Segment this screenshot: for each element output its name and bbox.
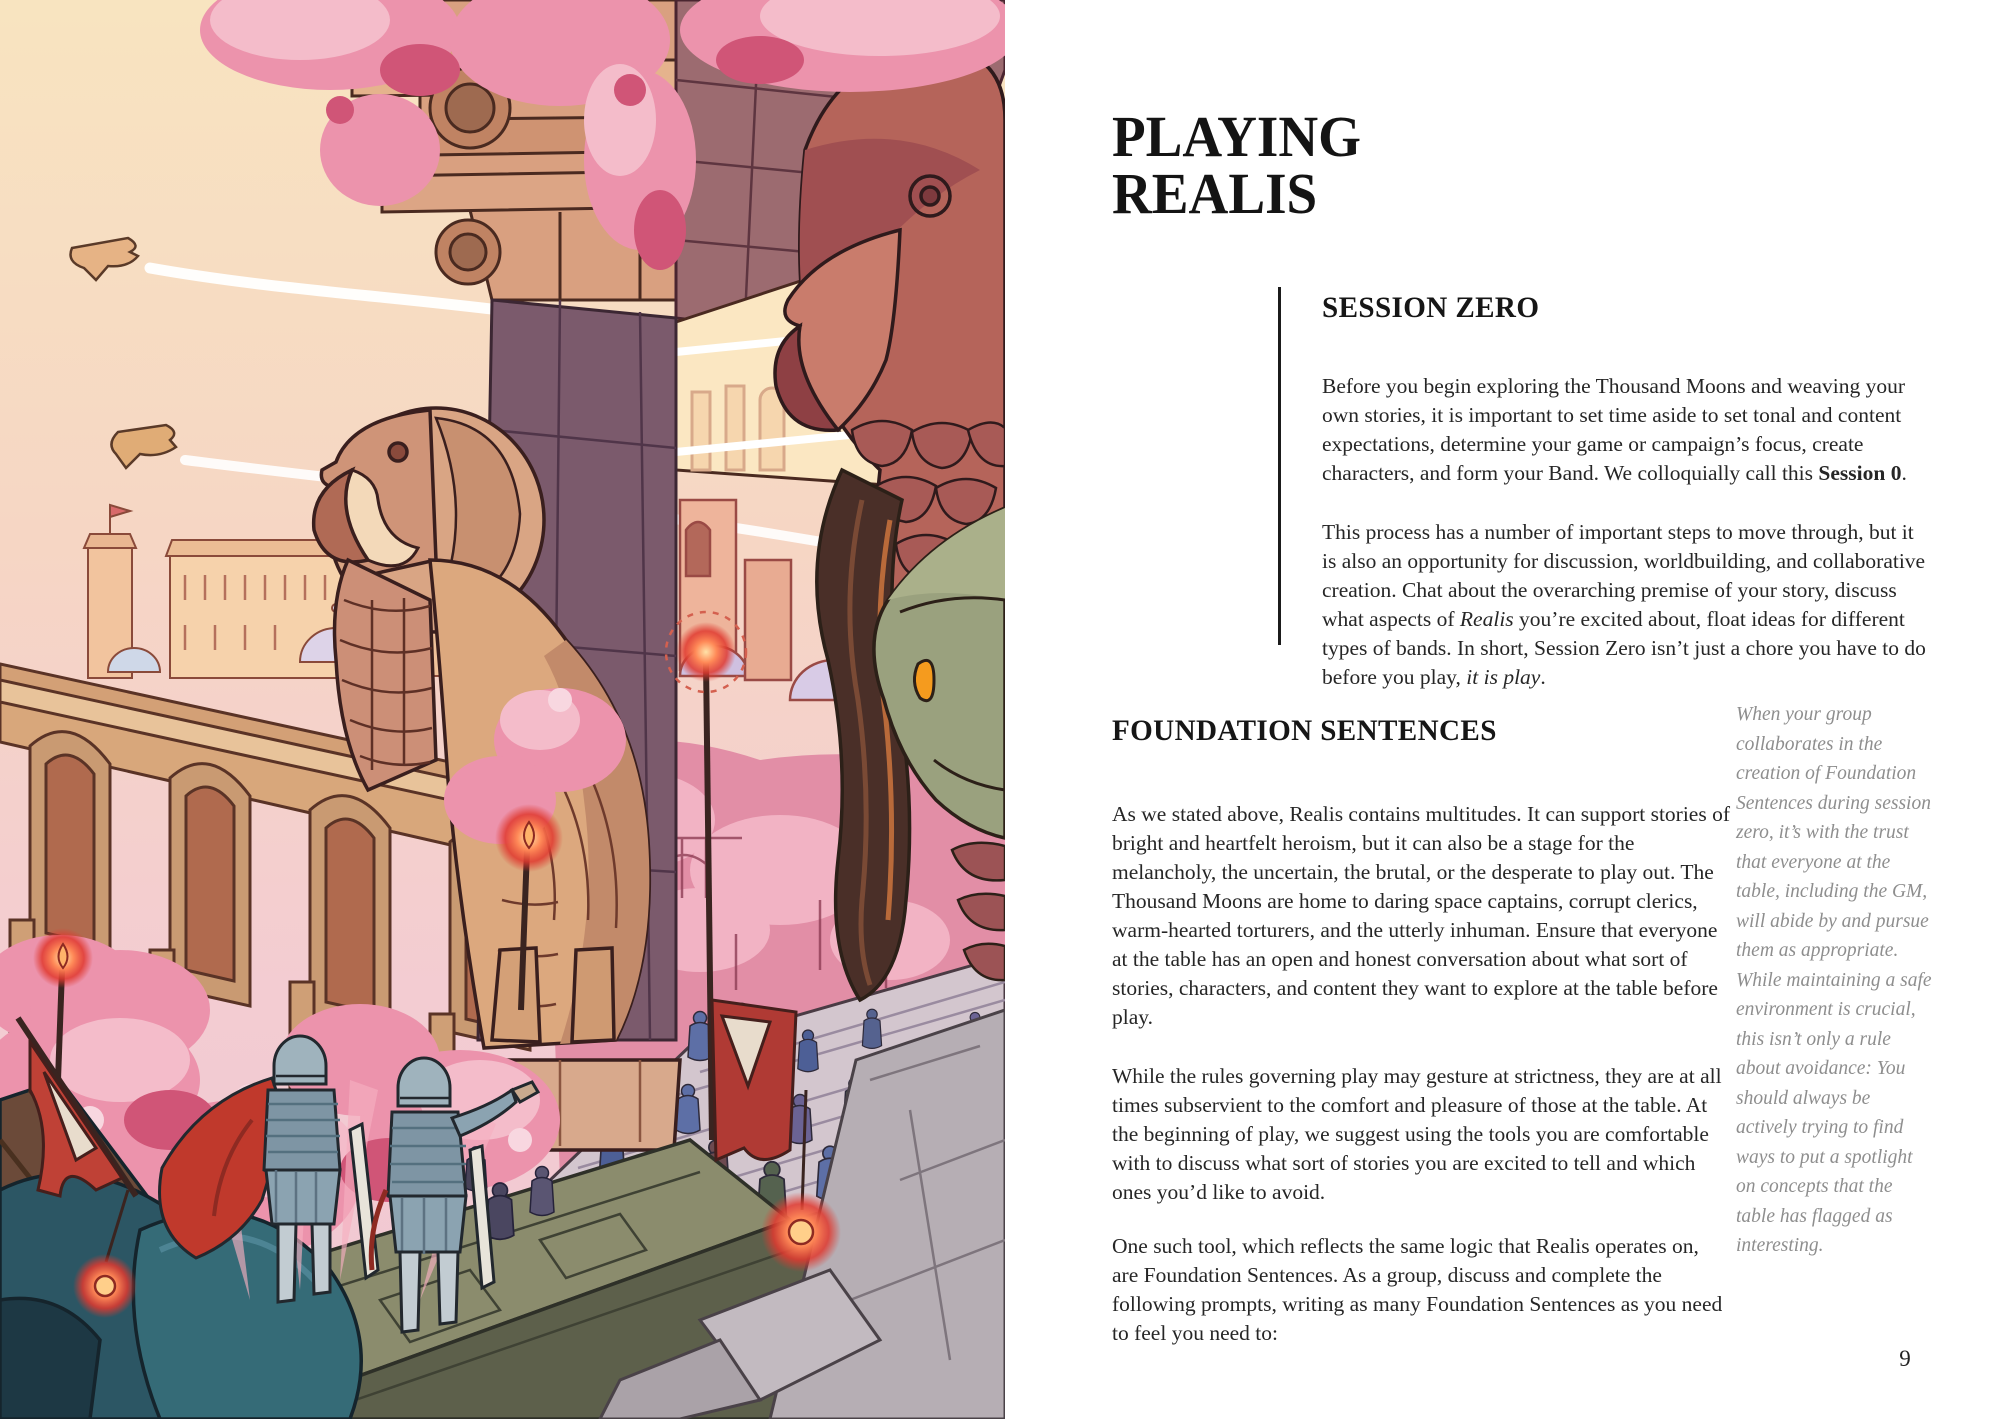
foundation-sentences-heading: FOUNDATION SENTENCES bbox=[1112, 714, 1497, 747]
page-number: 9 bbox=[1899, 1346, 1911, 1371]
session-zero-paragraph-2 bbox=[1322, 518, 1932, 692]
margin-note: When your group collaborates in the creation of Foundation Sentences during session zero, it’s with the trust that everyone at the table, including the GM, will abide by and pursue them as appropriate. While maintaining a safe environment is crucial, this isn’t only a rule about avoidance: You should always be actively trying to find ways to put a spotlight on concepts that the table has flagged as interesting. bbox=[1736, 704, 1932, 1256]
session-zero-p2-end: . bbox=[1540, 664, 1546, 689]
chapter-title bbox=[1112, 104, 1362, 226]
foundation-paragraph-1: As we stated above, Realis contains multitudes. It can support stories of bright and heartfelt heroism, but it can also be a stage for the melancholy, the uncertain, the brutal, or the desperate to play out. The Thousand Moons are home to daring space captains, corrupt clerics, warm-hearted torturers, and the utterly inhuman. Ensure that everyone at the table has an open and honest conversation about what sort of stories, characters, and content they want to explore at the table before play. bbox=[1112, 801, 1730, 1029]
session-zero-p2-text: This process has a number of important steps to move through, but it is also an opportunity for discussion, worldbuilding, and collaborative creation. Chat about the overarching premise of your story, discuss what aspects of bbox=[1322, 519, 1926, 631]
chapter-title-line2: REALIS bbox=[1112, 161, 1318, 226]
session-zero-heading: SESSION ZERO bbox=[1322, 291, 1540, 324]
session-zero-paragraph-1 bbox=[1322, 372, 1928, 488]
foundation-paragraph-3: One such tool, which reflects the same logic that Realis operates on, are Foundation Sentences. As a group, discuss and complete the following prompts, writing as many Foundation Sentences as you need to feel you need to: bbox=[1112, 1233, 1723, 1345]
session-zero-p1-text: Before you begin exploring the Thousand Moons and weaving your own stories, it is important to set time aside to set tonal and content expectations, determine your game or campaign’s focus, create characters, and form your Band. We colloquially call this bbox=[1322, 373, 1905, 485]
foundation-paragraph-2: While the rules governing play may gesture at strictness, they are at all times subservient to the comfort and pleasure of those at the table. At the beginning of play, we suggest using the tools you are comfortable with to discuss what sort of stories you are excited to tell and which ones you’d like to avoid. bbox=[1112, 1063, 1722, 1204]
session-zero-p1-bold: Session 0 bbox=[1818, 460, 1902, 485]
session-zero-p2-mid: you’re excited about, float ideas for different types of bands. In short, Session Zero isn’t just a chore you have to do before you play, bbox=[1322, 606, 1926, 689]
session-zero-p2-italic-play: it is play bbox=[1466, 664, 1541, 689]
session-zero-p1-end: . bbox=[1901, 460, 1907, 485]
session-zero-p2-italic-realis: Realis bbox=[1459, 606, 1514, 631]
chapter-title-line1: PLAYING bbox=[1112, 104, 1362, 169]
section-divider-rule bbox=[1278, 287, 1281, 645]
